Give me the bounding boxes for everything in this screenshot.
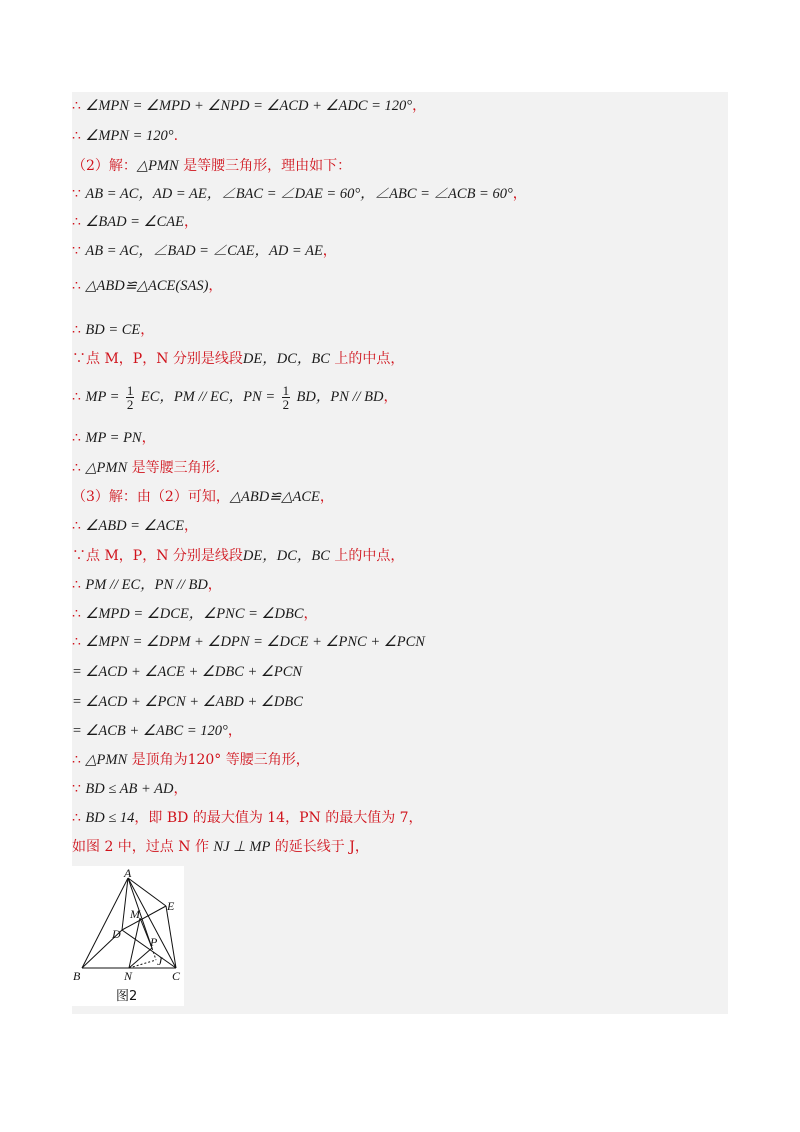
label-M: M <box>130 907 140 921</box>
segment-AE <box>128 878 166 906</box>
figure-caption: 图2 <box>116 989 138 1004</box>
solution-line: ∴ PM // EC，PN // BD， <box>72 577 222 593</box>
solution-line: ∵ AB = AC，AD = AE，∠BAC = ∠DAE = 60°，∠ABC = ∠ACB = 60°， <box>72 186 527 202</box>
solution-line: （3）解：由（2）可知，△ABD≌△ACE， <box>72 489 334 505</box>
solution-line: ∵点 M，P，N 分别是线段DE，DC，BC 上的中点， <box>72 548 405 564</box>
solution-line: ∴ ∠BAD = ∠CAE， <box>72 214 198 230</box>
solution-line: ∵ BD ≤ AB + AD， <box>72 781 188 797</box>
segment-AD <box>122 878 128 930</box>
solution-line: ∴ △ABD≌△ACE(SAS)， <box>72 278 223 294</box>
label-A: A <box>124 866 132 880</box>
solution-line: = ∠ACB + ∠ABC = 120°， <box>72 723 242 739</box>
label-E: E <box>167 899 175 913</box>
solution-line-fraction: ∴ MP = $\frac{1}{2}$ EC，PM // EC，PN = $\frac{1}{2}$ BD，PN // BD， <box>72 382 398 412</box>
solution-line: （2）解：△PMN 是等腰三角形，理由如下： <box>72 158 352 174</box>
label-N: N <box>124 969 133 983</box>
label-C: C <box>172 969 181 983</box>
fraction-half: $\frac{1}{2}$ <box>126 382 134 412</box>
solution-line: = ∠ACD + ∠ACE + ∠DBC + ∠PCN <box>72 664 303 680</box>
solution-line: ∴ MP = PN， <box>72 430 156 446</box>
fraction-half: $\frac{1}{2}$ <box>282 382 290 412</box>
solution-line: 如图 2 中，过点 N 作 NJ ⊥ MP 的延长线于 J， <box>72 839 369 855</box>
solution-line: ∵ AB = AC，∠BAD = ∠CAE，AD = AE， <box>72 243 337 259</box>
solution-line: ∴ ∠MPN = ∠MPD + ∠NPD = ∠ACD + ∠ADC = 120°， <box>72 98 427 114</box>
solution-line: ∴ △PMN 是顶角为120° 等腰三角形， <box>72 752 310 768</box>
triangle-diagram <box>72 866 184 1006</box>
solution-line: ∴ △PMN 是等腰三角形. <box>72 460 221 476</box>
segment-AB <box>82 878 128 968</box>
solution-line: ∴ ∠MPD = ∠DCE，∠PNC = ∠DBC， <box>72 606 318 622</box>
solution-line: ∴ ∠MPN = ∠DPM + ∠DPN = ∠DCE + ∠PNC + ∠PCN <box>72 634 425 650</box>
label-J: J <box>157 954 163 968</box>
solution-line: ∴ ∠ABD = ∠ACE， <box>72 518 198 534</box>
segment-DE <box>122 906 166 930</box>
label-B: B <box>73 969 81 983</box>
geometry-figure-2 <box>72 866 184 1006</box>
solution-line: ∴ ∠MPN = 120°. <box>72 128 179 144</box>
solution-line: ∴ BD ≤ 14，即 BD 的最大值为 14，PN 的最大值为 7， <box>72 810 423 826</box>
solution-line: = ∠ACD + ∠PCN + ∠ABD + ∠DBC <box>72 694 303 710</box>
solution-line: ∴ BD = CE， <box>72 322 155 338</box>
label-D: D <box>112 927 121 941</box>
label-P: P <box>150 935 158 949</box>
solution-line: ∵点 M，P，N 分别是线段DE，DC，BC 上的中点， <box>72 351 405 367</box>
